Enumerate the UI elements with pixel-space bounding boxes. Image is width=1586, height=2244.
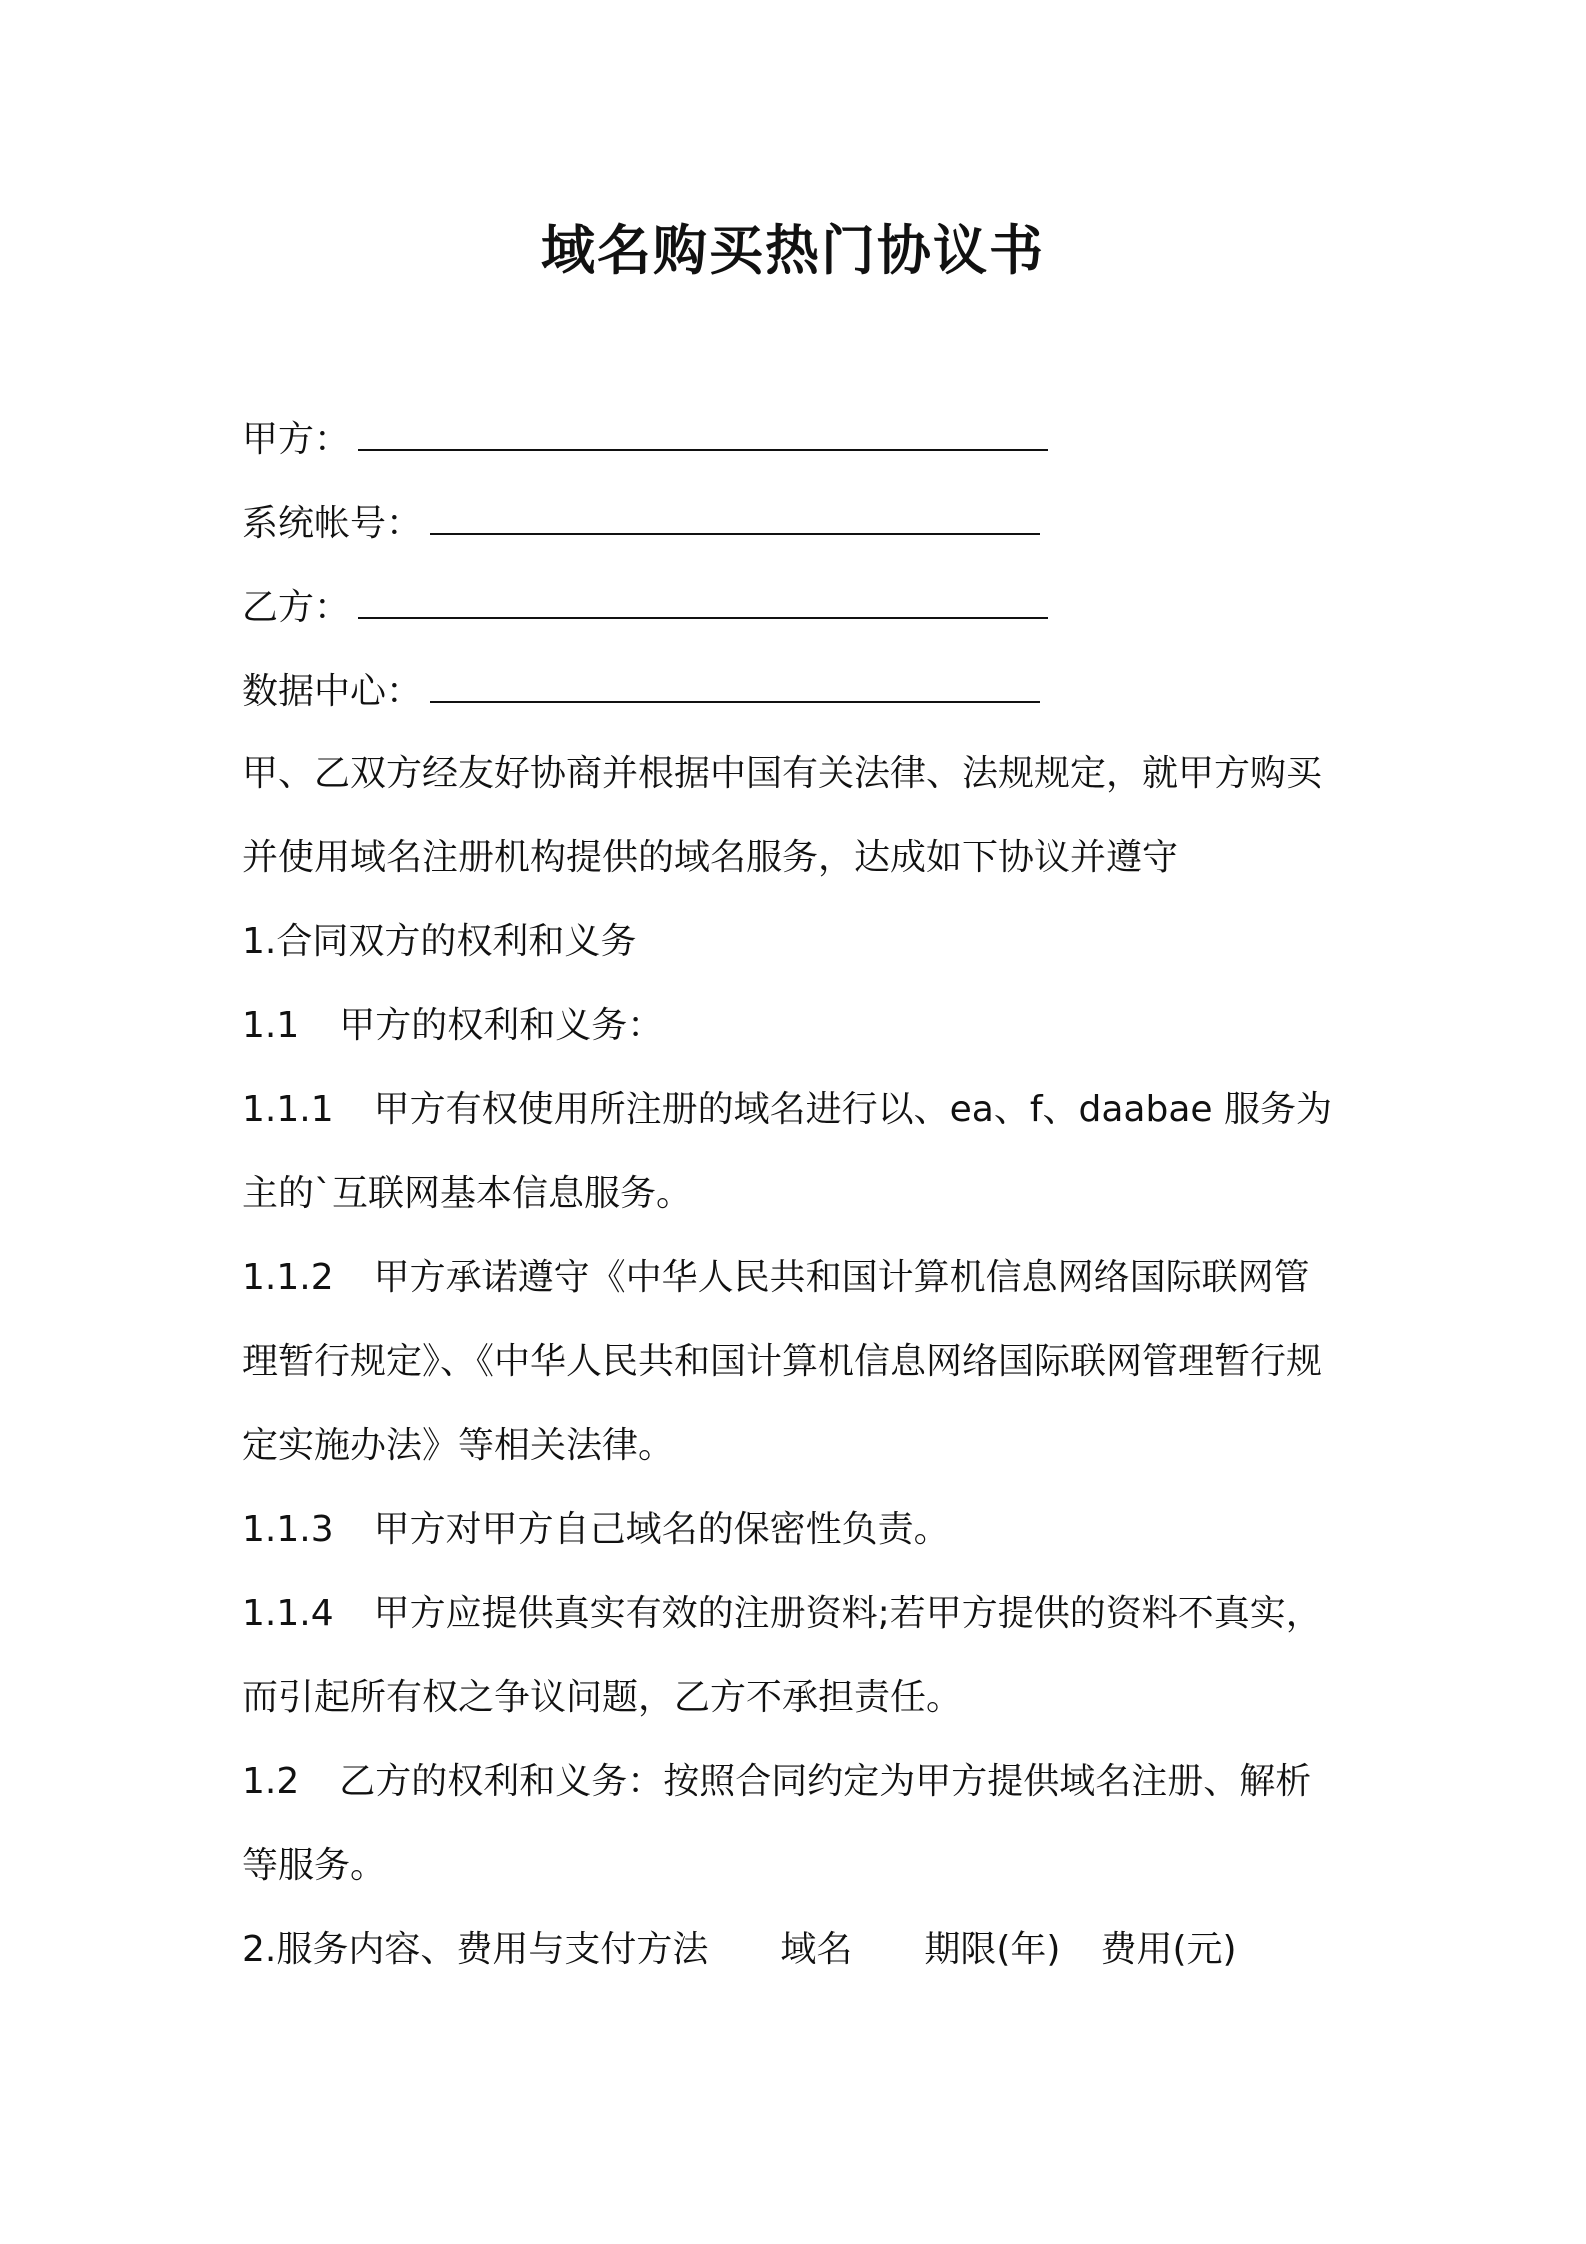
paragraph-text: 等服务。 xyxy=(242,1845,387,1886)
paragraph-line xyxy=(242,1340,1322,1384)
clause-number: 1.1.3 xyxy=(242,1509,334,1550)
clause-1-1-1 xyxy=(242,1088,1332,1132)
field-party-b xyxy=(242,586,1048,630)
field-data-center xyxy=(242,670,1040,714)
clause-text: 甲方承诺遵守《中华人民共和国计算机信息网络国际联网管 xyxy=(373,1257,1310,1298)
paragraph-line xyxy=(242,1844,386,1888)
field-label: 数据中心： xyxy=(242,671,423,712)
table-header-domain: 域名 xyxy=(780,1929,853,1970)
paragraph-line xyxy=(242,1424,674,1468)
field-system-account xyxy=(242,502,1040,546)
clause-number: 1.1.1 xyxy=(242,1089,334,1130)
section-2-heading-row xyxy=(242,1928,1237,1972)
table-header-fee: 费用(元) xyxy=(1100,1929,1237,1970)
clause-text: 甲方应提供真实有效的注册资料;若甲方提供的资料不真实， xyxy=(373,1593,1322,1634)
blank-line[interactable] xyxy=(430,671,1040,703)
blank-line[interactable] xyxy=(430,503,1040,535)
paragraph-line xyxy=(242,836,1178,880)
blank-line[interactable] xyxy=(358,587,1048,619)
section-heading: 2.服务内容、费用与支付方法 xyxy=(242,1929,709,1970)
clause-number: 1.1.4 xyxy=(242,1593,334,1634)
clause-number: 1.1 xyxy=(242,1005,300,1046)
paragraph-text: 甲、乙双方经友好协商并根据中国有关法律、法规规定，就甲方购买 xyxy=(242,753,1323,794)
field-party-a xyxy=(242,418,1048,462)
field-label: 乙方： xyxy=(242,587,351,628)
clause-1-1-4 xyxy=(242,1592,1322,1636)
document-title: 域名购买热门协议书 xyxy=(541,219,1045,282)
clause-text: 乙方的权利和义务：按照合同约定为甲方提供域名注册、解析 xyxy=(339,1761,1312,1802)
paragraph-text: 1.合同双方的权利和义务 xyxy=(242,921,637,962)
clause-text: 甲方的权利和义务： xyxy=(339,1005,664,1046)
clause-number: 1.1.2 xyxy=(242,1257,334,1298)
blank-line[interactable] xyxy=(358,419,1048,451)
clause-number: 1.2 xyxy=(242,1761,300,1802)
field-label: 系统帐号： xyxy=(242,503,423,544)
field-label: 甲方： xyxy=(242,419,351,460)
paragraph-line xyxy=(242,1172,692,1216)
clause-1-1-3 xyxy=(242,1508,950,1552)
paragraph-line xyxy=(242,752,1322,796)
paragraph-text: 而引起所有权之争议问题，乙方不承担责任。 xyxy=(242,1677,963,1718)
clause-1-1-2 xyxy=(242,1256,1310,1300)
clause-text: 甲方有权使用所注册的域名进行以、ea、f、daabae 服务为 xyxy=(373,1089,1332,1130)
paragraph-text: 并使用域名注册机构提供的域名服务，达成如下协议并遵守 xyxy=(242,837,1179,878)
section-heading xyxy=(242,920,636,964)
paragraph-text: 主的`互联网基本信息服务。 xyxy=(242,1173,693,1214)
paragraph-text: 理暂行规定》、《中华人民共和国计算机信息网络国际联网管理暂行规 xyxy=(242,1341,1323,1382)
clause-1-1 xyxy=(242,1004,663,1048)
paragraph-text: 定实施办法》等相关法律。 xyxy=(242,1425,675,1466)
table-header-term: 期限(年) xyxy=(924,1929,1061,1970)
clause-1-2 xyxy=(242,1760,1311,1804)
paragraph-line xyxy=(242,1676,962,1720)
clause-text: 甲方对甲方自己域名的保密性负责。 xyxy=(373,1509,950,1550)
